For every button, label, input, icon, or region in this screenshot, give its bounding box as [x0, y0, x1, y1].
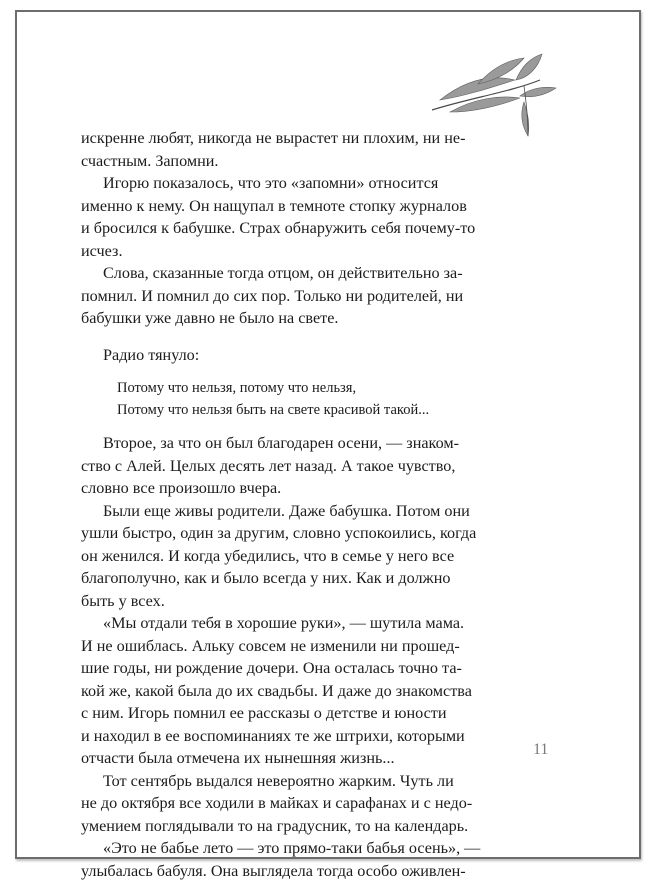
paragraph: Тот сентябрь выдался невероятно жарким. Чуть ли не до октября все ходили в майках и сарафанах и с недо- умением поглядывали то на градусник, то на календарь. — [81, 771, 473, 835]
leaf-branch-icon — [420, 40, 560, 140]
paragraph: «Мы отдали тебя в хорошие руки», — шутила мама. И не ошиблась. Альку совсем не изменили ни прошед- шие годы, ни рождение дочери. Она осталась точно та- кой же, какой была до их свадьбы. И даже до знакомства с ним. Игорь помнил ее рассказы о детстве и юности и находил в ее воспоминаниях те же штрихи, которыми отчасти была отмечена их нынешняя жизнь... — [81, 614, 472, 767]
paragraph: Игорю показалось, что это «запомни» относится именно к нему. Он нащупал в темноте стопку журналов и бросился к бабушке. Страх обнаружить себя почему-то исчез. — [81, 174, 476, 260]
paragraph: искренне любят, никогда не вырастет ни плохим, ни не- счастным. Запомни. — [81, 129, 466, 170]
radio-line: Радио тянуло: — [103, 345, 200, 364]
poem-line: Потому что нельзя быть на свете красивой такой... — [117, 402, 430, 418]
paragraph: Слова, сказанные тогда отцом, он действительно за- помнил. И помнил до сих пор. Только ни родителей, ни бабушки уже давно не было на свете. — [81, 264, 464, 327]
body-text — [81, 127, 515, 882]
page-number: 11 — [533, 741, 549, 758]
paragraph: «Это не бабье лето — это прямо-таки бабья осень», — улыбалась бабуля. Она выглядела тогда особо оживлен- — [81, 839, 481, 880]
paragraph: Были еще живы родители. Даже бабушка. Потом они ушли быстро, один за другим, словно успокоились, когда он женился. И когда убедились, что в семье у него все благополучно, как и было всегда у них. Как и должно быть у всех. — [81, 501, 477, 610]
paragraph: Второе, за что он был благодарен осени, — знаком- ство с Алей. Целых десять лет назад. А такое чувство, словно все произошло вчера. — [81, 434, 460, 497]
poem-line: Потому что нельзя, потому что нельзя, — [117, 380, 357, 396]
